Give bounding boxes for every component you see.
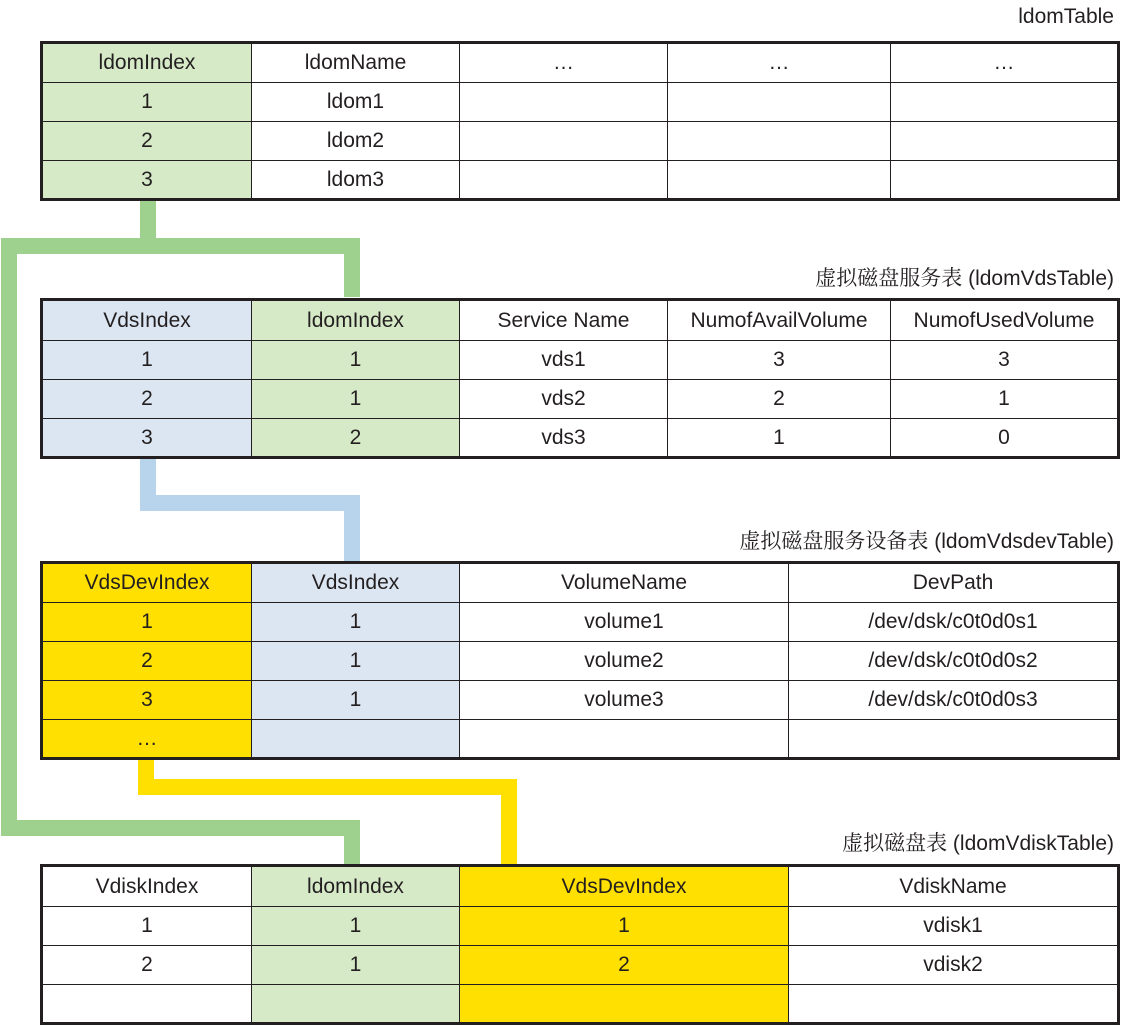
header-ldomindex: ldomIndex — [252, 866, 460, 907]
vdsdev-table — [40, 561, 1120, 760]
header-ellipsis: … — [891, 43, 1119, 83]
cell-vdsindex: 1 — [252, 642, 460, 681]
header-ldomindex: ldomIndex — [252, 300, 460, 341]
cell-ldomindex: 1 — [252, 341, 460, 380]
cell-service-name: vds3 — [460, 419, 668, 458]
cell-numofavailvolume: 3 — [668, 341, 891, 380]
cell-vdsdevindex: 1 — [460, 907, 789, 946]
cell-vdsindex: 1 — [42, 341, 252, 380]
header-ldomindex: ldomIndex — [42, 43, 252, 83]
cell-volumename: volume1 — [460, 603, 789, 642]
cell-ldomindex: 3 — [42, 161, 252, 200]
table-row — [42, 907, 1119, 946]
cell-empty — [668, 122, 891, 161]
cell-empty — [891, 122, 1119, 161]
vdsdev-to-vdisk-connector — [146, 758, 509, 864]
cell-ldomindex: 1 — [42, 83, 252, 122]
cell-numofavailvolume: 1 — [668, 419, 891, 458]
header-vdiskname: VdiskName — [789, 866, 1119, 907]
header-service-name: Service Name — [460, 300, 668, 341]
cell-devpath: /dev/dsk/c0t0d0s2 — [789, 642, 1119, 681]
cell-vdiskname: vdisk2 — [789, 946, 1119, 985]
ldom-to-vds-connector — [148, 197, 352, 297]
header-devpath: DevPath — [789, 563, 1119, 603]
cell-empty — [891, 161, 1119, 200]
cell-empty — [668, 161, 891, 200]
cell-vdsindex: 3 — [42, 419, 252, 458]
cell-vdiskname: vdisk1 — [789, 907, 1119, 946]
cell-ldomname: ldom3 — [252, 161, 460, 200]
vdisk-table — [40, 864, 1120, 1025]
table-header-row — [42, 866, 1119, 907]
header-numofusedvolume: NumofUsedVolume — [891, 300, 1119, 341]
cell-empty — [668, 83, 891, 122]
cell-vdsdevindex: 2 — [42, 642, 252, 681]
cell-volumename — [460, 720, 789, 759]
header-ellipsis: … — [460, 43, 668, 83]
cell-ldomindex: 1 — [252, 380, 460, 419]
cell-ldomindex: 1 — [252, 946, 460, 985]
table-header-row — [42, 300, 1119, 341]
cell-numofusedvolume: 3 — [891, 341, 1119, 380]
cell-service-name: vds2 — [460, 380, 668, 419]
cell-volumename: volume2 — [460, 642, 789, 681]
cell-empty — [460, 83, 668, 122]
cell-ldomindex — [252, 985, 460, 1024]
cell-vdsdevindex — [460, 985, 789, 1024]
ldom-table — [40, 41, 1120, 201]
header-ldomname: ldomName — [252, 43, 460, 83]
table-row — [42, 603, 1119, 642]
cell-vdiskname — [789, 985, 1119, 1024]
cell-volumename: volume3 — [460, 681, 789, 720]
cell-vdsdevindex-ellipsis: … — [42, 720, 252, 759]
table-header-row — [42, 43, 1119, 83]
table-row — [42, 122, 1119, 161]
table-header-row — [42, 563, 1119, 603]
cell-empty — [460, 161, 668, 200]
cell-vdiskindex: 1 — [42, 907, 252, 946]
header-vdsdevindex: VdsDevIndex — [42, 563, 252, 603]
cell-devpath — [789, 720, 1119, 759]
table-row — [42, 946, 1119, 985]
table-row — [42, 642, 1119, 681]
cell-empty — [891, 83, 1119, 122]
vds-table-caption: 虚拟磁盘服务表 (ldomVdsTable) — [815, 267, 1114, 290]
table-row — [42, 161, 1119, 200]
cell-ldomindex: 1 — [252, 907, 460, 946]
cell-ldomindex: 2 — [252, 419, 460, 458]
cell-ldomname: ldom2 — [252, 122, 460, 161]
cell-devpath: /dev/dsk/c0t0d0s1 — [789, 603, 1119, 642]
cell-numofavailvolume: 2 — [668, 380, 891, 419]
cell-vdsdevindex: 1 — [42, 603, 252, 642]
cell-vdsdevindex: 3 — [42, 681, 252, 720]
cell-ldomname: ldom1 — [252, 83, 460, 122]
header-vdsdevindex: VdsDevIndex — [460, 866, 789, 907]
table-row — [42, 341, 1119, 380]
cell-numofusedvolume: 1 — [891, 380, 1119, 419]
cell-vdsindex: 1 — [252, 603, 460, 642]
cell-vdsindex: 2 — [42, 380, 252, 419]
header-vdsindex: VdsIndex — [42, 300, 252, 341]
cell-vdsindex — [252, 720, 460, 759]
vds-table — [40, 298, 1120, 459]
table-row — [42, 985, 1119, 1024]
table-row — [42, 419, 1119, 458]
cell-numofusedvolume: 0 — [891, 419, 1119, 458]
cell-vdsindex: 1 — [252, 681, 460, 720]
header-vdiskindex: VdiskIndex — [42, 866, 252, 907]
ldom-table-caption: ldomTable — [1018, 5, 1114, 28]
table-row — [42, 380, 1119, 419]
header-ellipsis: … — [668, 43, 891, 83]
vds-to-vdsdev-connector — [148, 456, 352, 562]
header-vdsindex: VdsIndex — [252, 563, 460, 603]
table-row — [42, 681, 1119, 720]
vdsdev-table-caption: 虚拟磁盘服务设备表 (ldomVdsdevTable) — [739, 530, 1114, 553]
cell-service-name: vds1 — [460, 341, 668, 380]
table-row — [42, 720, 1119, 759]
cell-devpath: /dev/dsk/c0t0d0s3 — [789, 681, 1119, 720]
cell-vdiskindex: 2 — [42, 946, 252, 985]
header-volumename: VolumeName — [460, 563, 789, 603]
cell-vdiskindex — [42, 985, 252, 1024]
cell-ldomindex: 2 — [42, 122, 252, 161]
vdisk-table-caption: 虚拟磁盘表 (ldomVdiskTable) — [842, 832, 1114, 855]
header-numofavailvolume: NumofAvailVolume — [668, 300, 891, 341]
cell-empty — [460, 122, 668, 161]
cell-vdsdevindex: 2 — [460, 946, 789, 985]
table-row — [42, 83, 1119, 122]
